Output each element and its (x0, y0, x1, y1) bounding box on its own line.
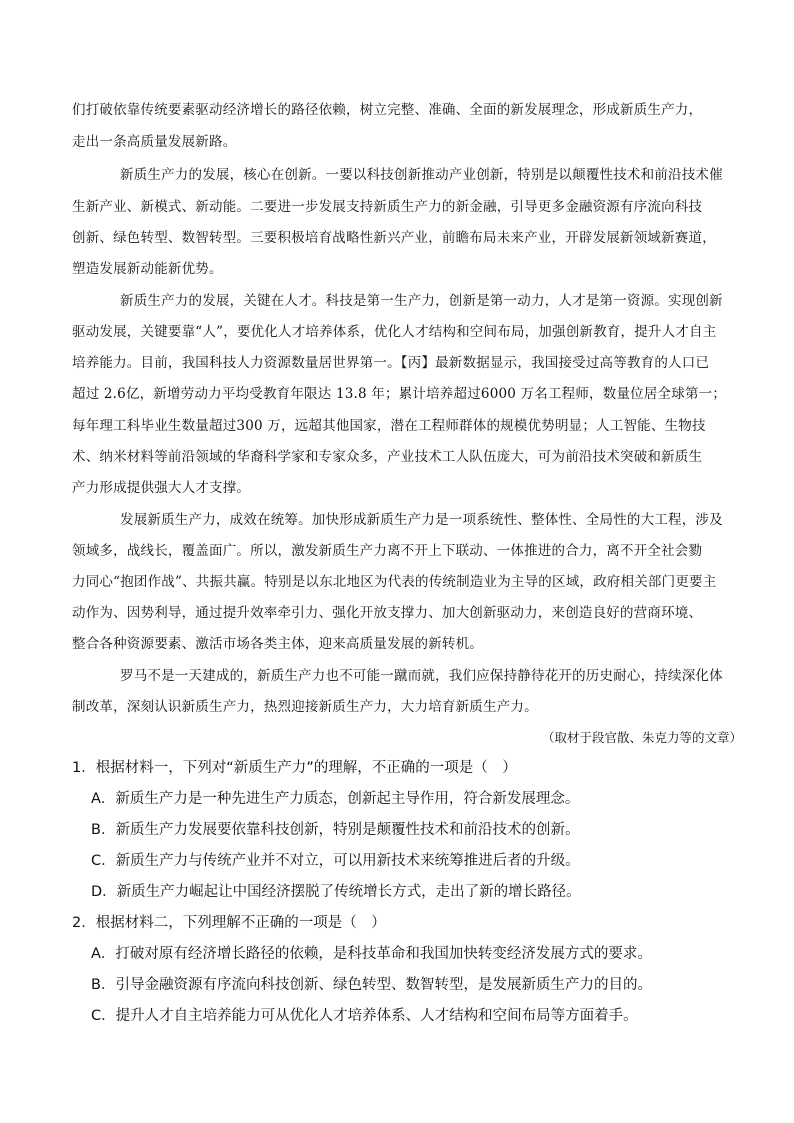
passage-line: 整合各种资源要素、激活市场各类主体，迎来高质量发展的新转机。 (72, 636, 483, 652)
passage-line: 走出一条高质量发展新路。 (72, 134, 237, 150)
source-citation: （取材于段官散、朱克力等的文章） (541, 730, 742, 745)
option-c[interactable]: C．提升人才自主培养能力可从优化人才培养体系、人才结构和空间布局等方面着手。 (91, 1008, 638, 1024)
question-stem: 1．根据材料一，下列对“新质生产力”的理解，不正确的一项是（ ） (72, 760, 517, 776)
passage-line: 产力形成提供强大人才支撑。 (72, 480, 251, 496)
option-c[interactable]: C．新质生产力与传统产业并不对立，可以用新技术来统筹推进后者的升级。 (91, 853, 580, 869)
passage-line: 每年理工科毕业生数量超过300 万，远超其他国家，潜在工程师群体的规模优势明显；人工智能、生物技 (72, 418, 706, 434)
passage-line: 动作为、因势利导，通过提升效率牵引力、强化开放支撑力、加大创新驱动力，来创造良好的营商环境、 (72, 605, 703, 621)
passage-line: 培养能力。目前，我国科技人力资源数量居世界第一。【丙】最新数据显示，我国接受过高等教育的人口已 (72, 355, 710, 371)
option-b[interactable]: B．新质生产力发展要依靠科技创新，特别是颠覆性技术和前沿技术的创新。 (91, 822, 580, 838)
passage-line: 发展新质生产力，成效在统筹。加快形成新质生产力是一项系统性、整体性、全局性的大工程，涉及 (120, 512, 723, 528)
passage-line: 生新产业、新模式、新动能。二要进一步发展支持新质生产力的新金融，引导更多金融资源有序流向科技 (72, 199, 703, 215)
option-d[interactable]: D．新质生产力崛起让中国经济摆脱了传统增长方式，走出了新的增长路径。 (91, 884, 581, 900)
option-a[interactable]: A．新质生产力是一种先进生产力质态，创新起主导作用，符合新发展理念。 (91, 791, 580, 807)
option-b[interactable]: B．引导金融资源有序流向科技创新、绿色转型、数智转型，是发展新质生产力的目的。 (91, 977, 652, 993)
passage-line: 塑造发展新动能新优势。 (72, 261, 223, 277)
passage-line: 新质生产力的发展，关键在人才。科技是第一生产力，创新是第一动力，人才是第一资源。实现创新 (120, 293, 723, 309)
passage-line: 新质生产力的发展，核心在创新。一要以科技创新推动产业创新，特别是以颠覆性技术和前沿技术催 (120, 167, 723, 183)
passage-line: 创新、绿色转型、数智转型。三要积极培育战略性新兴产业，前瞻布局未来产业，开辟发展新领域新赛道， (72, 230, 716, 246)
question-stem: 2．根据材料二，下列理解不正确的一项是（ ） (72, 915, 386, 931)
passage-line: 制改革，深刻认识新质生产力，热烈迎接新质生产力，大力培育新质生产力。 (72, 699, 538, 715)
passage-line: 驱动发展，关键要靠“人”，要优化人才培养体系，优化人才结构和空间布局，加强创新教育，提升人才自主 (72, 324, 717, 340)
passage-line: 领域多，战线长，覆盖面广。所以，激发新质生产力离不开上下联动、一体推进的合力，离不开全社会勠 (72, 543, 703, 559)
passage-line: 罗马不是一天建成的，新质生产力也不可能一蹴而就，我们应保持静待花开的历史耐心，持续深化体 (120, 668, 723, 684)
passage-line: 超过 2.6亿，新增劳动力平均受教育年限达 13.8 年；累计培养超过6000 万名工程师，数量位居全球第一； (72, 386, 727, 402)
passage-line: 力同心“抱团作战”、共振共赢。特别是以东北地区为代表的传统制造业为主导的区域，政府相关部门更要主 (72, 574, 717, 590)
option-a[interactable]: A．打破对原有经济增长路径的依赖，是科技革命和我国加快转变经济发展方式的要求。 (91, 946, 652, 962)
passage-line: 术、纳米材料等前沿领域的华裔科学家和专家众多，产业技术工人队伍庞大，可为前沿技术突破和新质生 (72, 449, 703, 465)
passage-line: 们打破依靠传统要素驱动经济增长的路径依赖，树立完整、准确、全面的新发展理念，形成新质生产力， (72, 102, 703, 118)
